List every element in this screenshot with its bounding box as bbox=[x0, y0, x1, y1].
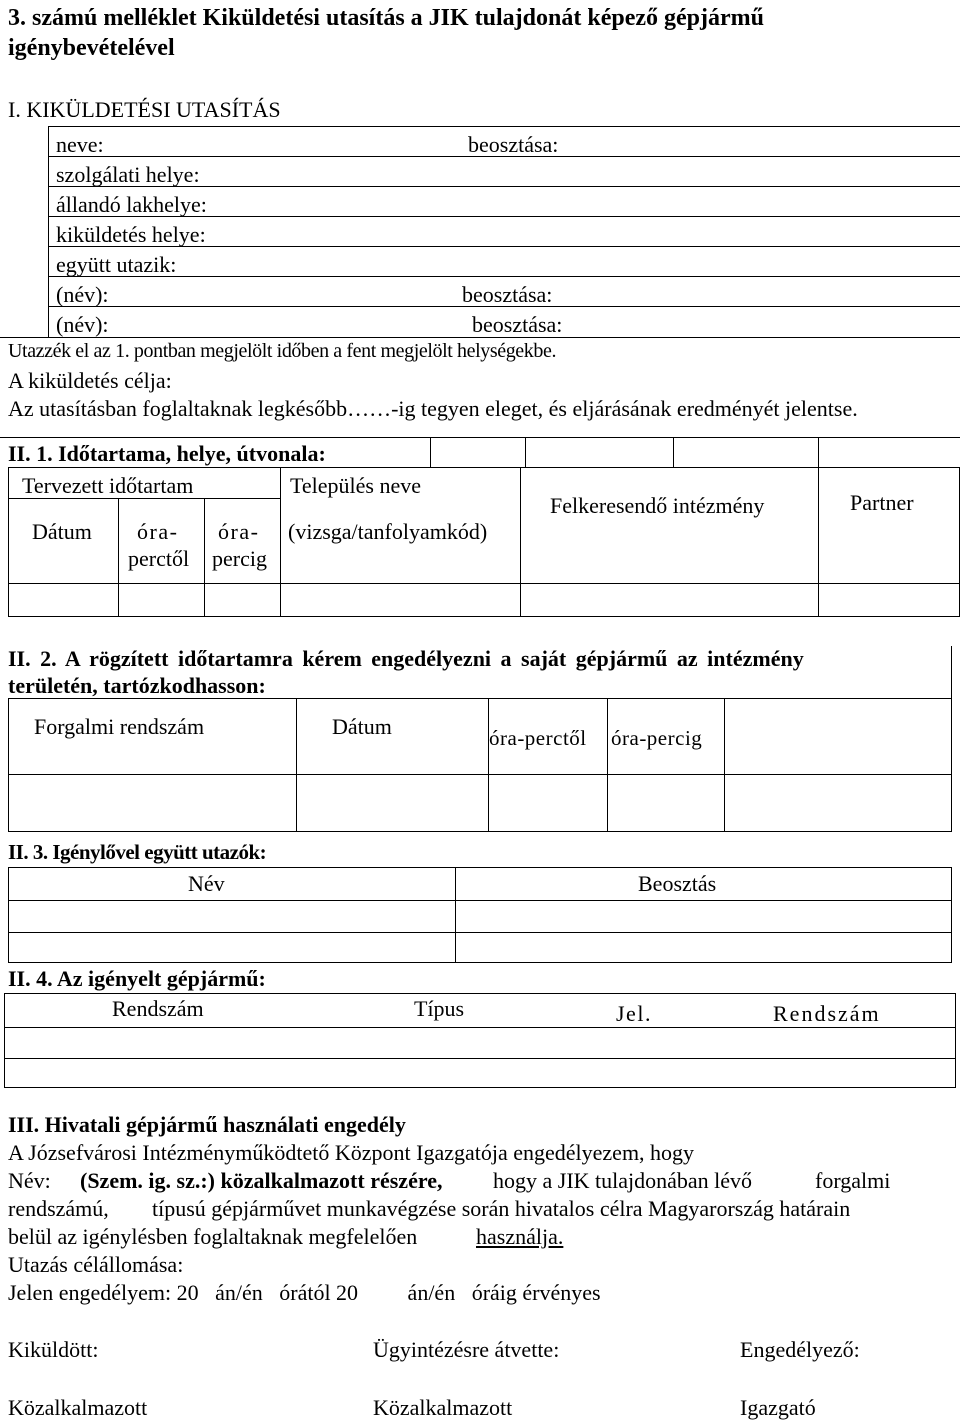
rule bbox=[4, 1027, 956, 1028]
signature-role2: Közalkalmazott bbox=[373, 1395, 513, 1420]
vehicle-plate2-header: Rendszám bbox=[773, 1001, 881, 1026]
date-header: Dátum bbox=[32, 519, 92, 544]
to-header-line2: percig bbox=[212, 546, 267, 571]
rule bbox=[296, 698, 297, 832]
rule bbox=[488, 698, 489, 832]
partner-header: Partner bbox=[850, 490, 914, 515]
document-title-line2: igénybevételével bbox=[8, 35, 175, 61]
signature-role3: Igazgató bbox=[740, 1395, 816, 1420]
permanent-address-label: állandó lakhelye: bbox=[56, 192, 207, 217]
signature-approver-label: Engedélyező: bbox=[740, 1337, 860, 1362]
permission-line4-end: használja. bbox=[476, 1224, 564, 1249]
rule bbox=[8, 867, 952, 868]
permission-ownership-text: hogy a JIK tulajdonában lévő bbox=[493, 1168, 753, 1193]
section2-4-heading: II. 4. Az igényelt gépjármű: bbox=[8, 966, 266, 991]
section1-heading: I. KIKÜLDETÉSI UTASÍTÁS bbox=[8, 97, 281, 122]
rule bbox=[118, 498, 119, 617]
from-header-line2: perctől bbox=[128, 546, 190, 571]
rule bbox=[280, 467, 281, 617]
rule bbox=[8, 698, 952, 699]
rule bbox=[8, 962, 952, 963]
permission-line3-start: rendszámú, bbox=[8, 1196, 109, 1221]
companion2-position-label: beosztása: bbox=[472, 312, 563, 337]
rule bbox=[724, 698, 725, 832]
rule bbox=[8, 616, 960, 617]
purpose-label: A kiküldetés célja: bbox=[8, 368, 172, 393]
rule bbox=[8, 774, 952, 775]
to-header-2: óra-percig bbox=[611, 726, 703, 750]
position-field-label: beosztása: bbox=[468, 132, 559, 157]
permission-line1: A Józsefvárosi Intézményműködtető Központ Igazgatója engedélyezem, hogy bbox=[8, 1140, 695, 1165]
name-field-label: neve: bbox=[56, 132, 104, 157]
companion1-position-label: beosztása: bbox=[462, 282, 553, 307]
rule bbox=[818, 437, 819, 467]
date-header-2: Dátum bbox=[332, 714, 392, 739]
permission-plate-text: forgalmi bbox=[815, 1168, 891, 1193]
validity-line: Jelen engedélyem: 20 án/én órától 20 án/én óráig érvényes bbox=[8, 1280, 601, 1305]
rule bbox=[818, 467, 819, 617]
rule bbox=[8, 867, 9, 963]
permission-line3-rest: típusú gépjárművet munkavégzése során hivatalos célra Magyarország határain bbox=[152, 1196, 851, 1221]
rule bbox=[951, 867, 952, 963]
rule bbox=[455, 867, 456, 963]
permission-name-label: Név: bbox=[8, 1168, 51, 1193]
travels-with-label: együtt utazik: bbox=[56, 252, 177, 277]
report-sentence: Az utasításban foglaltaknak legkésőbb……-ig tegyen eleget, és eljárásának eredményét jelentse. bbox=[8, 396, 858, 421]
companion-position-header: Beosztás bbox=[638, 871, 717, 896]
institution-header: Felkeresendő intézmény bbox=[550, 493, 765, 518]
rule bbox=[8, 467, 9, 617]
signature-received-label: Ügyintézésre átvette: bbox=[373, 1337, 560, 1362]
section2-1-heading: II. 1. Időtartama, helye, útvonala: bbox=[8, 441, 326, 466]
vehicle-plate-header: Rendszám bbox=[112, 996, 204, 1021]
rule bbox=[8, 698, 9, 832]
vehicle-sign-header: Jel. bbox=[616, 1001, 652, 1026]
to-header-line1: óra- bbox=[218, 519, 260, 544]
rule bbox=[8, 900, 952, 901]
document-title-line1: 3. számú melléklet Kiküldetési utasítás a JIK tulajdonát képező gépjármű bbox=[8, 5, 764, 31]
companion1-name-label: (név): bbox=[56, 282, 109, 307]
rule bbox=[520, 467, 521, 617]
rule bbox=[4, 1058, 956, 1059]
rule bbox=[8, 932, 952, 933]
rule bbox=[673, 437, 674, 467]
planned-duration-header: Tervezett időtartam bbox=[22, 473, 194, 498]
permission-line4-start: belül az igénylésben foglaltaknak megfelelően bbox=[8, 1224, 418, 1249]
rule bbox=[4, 1087, 956, 1088]
rule bbox=[0, 437, 960, 438]
rule bbox=[8, 583, 960, 584]
rule bbox=[430, 437, 431, 467]
signature-role1: Közalkalmazott bbox=[8, 1395, 148, 1420]
companion2-name-label: (név): bbox=[56, 312, 109, 337]
rule bbox=[48, 276, 960, 277]
travel-destination-label: Utazás célállomása: bbox=[8, 1252, 184, 1277]
settlement-header: Település neve bbox=[290, 473, 422, 498]
plate-header: Forgalmi rendszám bbox=[34, 714, 205, 739]
vehicle-type-header: Típus bbox=[414, 996, 465, 1021]
section2-2-heading-line1: II. 2. A rögzített időtartamra kérem engedélyezni a saját gépjármű az intézmény bbox=[8, 646, 804, 671]
rule bbox=[4, 993, 956, 994]
rule bbox=[4, 993, 5, 1088]
section3-heading: III. Hivatali gépjármű használati engedély bbox=[8, 1112, 406, 1137]
rule bbox=[204, 498, 205, 617]
from-header-2: óra-perctől bbox=[489, 726, 587, 750]
destination-label: kiküldetés helye: bbox=[56, 222, 206, 247]
permission-id-text: (Szem. ig. sz.:) közalkalmazott részére, bbox=[80, 1168, 443, 1193]
signature-sent-label: Kiküldött: bbox=[8, 1337, 99, 1362]
section2-3-heading: II. 3. Igénylővel együtt utazók: bbox=[8, 840, 267, 864]
rule bbox=[8, 831, 952, 832]
rule bbox=[955, 993, 956, 1088]
travel-sentence: Utazzék el az 1. pontban megjelölt időben a fent megjelölt helységekbe. bbox=[8, 340, 557, 362]
exam-code-header: (vizsga/tanfolyamkód) bbox=[288, 519, 488, 544]
companion-name-header: Név bbox=[188, 871, 225, 896]
service-place-label: szolgálati helye: bbox=[56, 162, 200, 187]
rule bbox=[525, 437, 526, 467]
rule bbox=[951, 646, 952, 832]
section2-2-heading-line2: területén, tartózkodhasson: bbox=[8, 673, 266, 698]
from-header-line1: óra- bbox=[137, 519, 179, 544]
rule bbox=[607, 698, 608, 832]
rule bbox=[48, 126, 960, 127]
